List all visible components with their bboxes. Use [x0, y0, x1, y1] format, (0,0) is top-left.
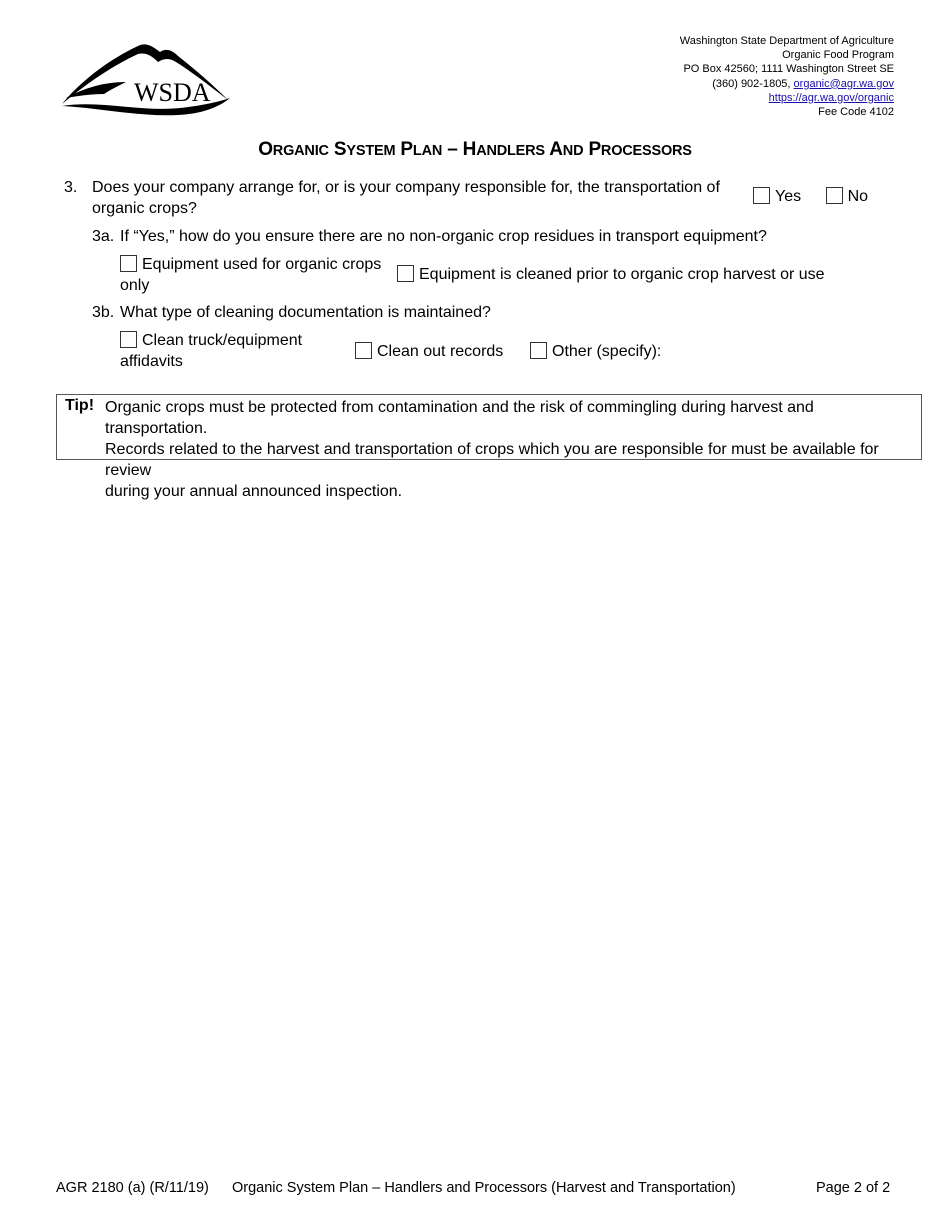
q3a-number: 3a.: [92, 228, 115, 245]
tip-box: [56, 394, 922, 500]
q3-yes-checkbox[interactable]: [753, 187, 770, 204]
agency-name: Washington State Department of Agriculture: [679, 35, 894, 47]
q3a-text: If “Yes,” how do you ensure there are no non-organic crop residues in transport equipment?: [120, 228, 767, 245]
q3a-option-dedicated-equipment[interactable]: Equipment used for organic crops only: [120, 256, 382, 294]
fee-code: Fee Code 4102: [818, 106, 894, 119]
q3-yes-option[interactable]: Yes: [753, 188, 801, 205]
footer-form-title: Organic System Plan – Handlers and Processors (Harvest and Transportation): [232, 1180, 736, 1196]
q3b-text: What type of cleaning documentation is maintained?: [120, 304, 491, 321]
svg-text:WSDA: WSDA: [134, 78, 211, 107]
q3b-other-checkbox[interactable]: [530, 342, 547, 359]
footer-form-id: AGR 2180 (a) (R/11/19): [56, 1180, 209, 1196]
q3-answer: [753, 187, 888, 206]
q3-text: Does your company arrange for, or is your company responsible for, the transportation of organic crops?: [92, 179, 720, 217]
website-link[interactable]: https://agr.wa.gov/organic: [768, 91, 894, 104]
q3b-option-other[interactable]: Other (specify):: [530, 341, 661, 362]
q3b-records-checkbox[interactable]: [355, 342, 372, 359]
q3b-option-affidavits[interactable]: Clean truck/equipment affidavits: [120, 332, 303, 370]
email-link[interactable]: organic@agr.wa.gov: [793, 77, 894, 90]
tip-label: Tip!: [65, 397, 95, 414]
agency-contact: [680, 34, 894, 119]
q3a-cleaned-checkbox[interactable]: [397, 265, 414, 282]
q3-no-checkbox[interactable]: [826, 187, 843, 204]
page-title: ORGANIC SYSTEM PLAN – HANDLERS AND PROCESSORS: [258, 139, 692, 160]
q3a-dedicated-checkbox[interactable]: [120, 255, 137, 272]
phone-number: (360) 902-1805,: [712, 77, 794, 90]
agency-address: PO Box 42560; 1111 Washington Street SE: [683, 63, 894, 76]
q3b-affidavits-checkbox[interactable]: [120, 331, 137, 348]
q3b-number: 3b.: [92, 304, 115, 321]
q3a-option-cleaned-equipment[interactable]: Equipment is cleaned prior to organic crop harvest or use: [397, 264, 825, 285]
q3b-option-clean-out-records[interactable]: Clean out records: [355, 341, 503, 362]
footer-page-number: Page 2 of 2: [816, 1180, 891, 1196]
program-name: Organic Food Program: [782, 49, 894, 62]
q3-number: 3.: [64, 179, 78, 196]
contact-line: [680, 77, 894, 91]
tip-text: Organic crops must be protected from contamination and the risk of commingling during harvest and transportation. Records related to the harvest and transportation of crops which you are responsible for must be available for review during your annual announced inspection.: [105, 399, 879, 500]
wsda-logo: [60, 38, 232, 116]
q3-no-option[interactable]: No: [826, 188, 868, 205]
